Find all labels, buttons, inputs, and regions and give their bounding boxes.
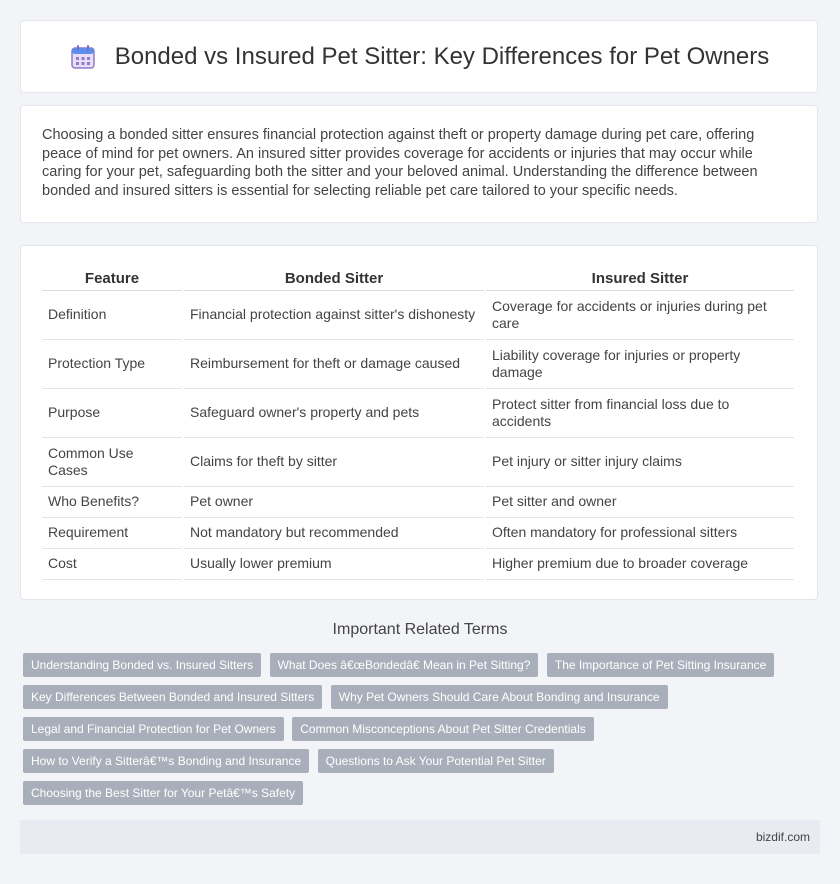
header-feature: Feature [42, 266, 182, 291]
table-row [42, 291, 794, 340]
related-term-tag[interactable]: What Does â€œBondedâ€ Mean in Pet Sitting? [270, 653, 539, 677]
insured-cell: Pet sitter and owner [486, 487, 794, 518]
bonded-cell: Financial protection against sitter's dishonesty [184, 291, 484, 340]
related-term-tag[interactable]: Legal and Financial Protection for Pet Owners [23, 717, 284, 741]
feature-cell: Purpose [42, 389, 182, 438]
related-term-tag[interactable]: How to Verify a Sitterâ€™s Bonding and Insurance [23, 749, 309, 773]
insured-cell: Pet injury or sitter injury claims [486, 438, 794, 487]
bonded-cell: Pet owner [184, 487, 484, 518]
related-terms-title: Important Related Terms [332, 621, 508, 638]
footer-brand[interactable]: bizdif.com [755, 830, 810, 844]
bonded-cell: Claims for theft by sitter [184, 438, 484, 487]
page-title: Bonded vs Insured Pet Sitter: Key Differences for Pet Owners [114, 42, 770, 70]
header-card [20, 20, 818, 93]
insured-cell: Often mandatory for professional sitters [486, 518, 794, 549]
feature-cell: Who Benefits? [42, 487, 182, 518]
calendar-icon [69, 43, 97, 71]
bonded-cell: Safeguard owner's property and pets [184, 389, 484, 438]
insured-cell: Coverage for accidents or injuries during pet care [486, 291, 794, 340]
table-row [42, 518, 794, 549]
intro-card [20, 105, 818, 223]
comparison-table-card [20, 245, 818, 600]
intro-text: Choosing a bonded sitter ensures financial protection against theft or property damage during pet care, offering peace of mind for pet owners. An insured sitter provides coverage for accidents or injuries that may occur while caring for your pet, safeguarding both the sitter and your beloved animal. Understanding the difference between bonded and insured sitters is essential for selecting reliable pet care tailored to your specific needs. [42, 127, 758, 199]
related-term-tag[interactable]: Understanding Bonded vs. Insured Sitters [23, 653, 261, 677]
header-insured: Insured Sitter [486, 266, 794, 291]
related-term-tag[interactable]: Questions to Ask Your Potential Pet Sitter [318, 749, 554, 773]
related-term-tag[interactable]: The Importance of Pet Sitting Insurance [547, 653, 774, 677]
feature-cell: Protection Type [42, 340, 182, 389]
feature-cell: Common Use Cases [42, 438, 182, 487]
related-term-tag[interactable]: Key Differences Between Bonded and Insured Sitters [23, 685, 322, 709]
header-bonded: Bonded Sitter [184, 266, 484, 291]
comparison-table [40, 266, 796, 580]
insured-cell: Higher premium due to broader coverage [486, 549, 794, 580]
related-terms-list [23, 653, 813, 813]
feature-cell: Definition [42, 291, 182, 340]
insured-cell: Protect sitter from financial loss due to accidents [486, 389, 794, 438]
feature-cell: Cost [42, 549, 182, 580]
related-term-tag[interactable]: Choosing the Best Sitter for Your Petâ€™s Safety [23, 781, 303, 805]
table-row [42, 438, 794, 487]
bonded-cell: Not mandatory but recommended [184, 518, 484, 549]
bonded-cell: Reimbursement for theft or damage caused [184, 340, 484, 389]
table-row [42, 389, 794, 438]
feature-cell: Requirement [42, 518, 182, 549]
table-row [42, 487, 794, 518]
bonded-cell: Usually lower premium [184, 549, 484, 580]
table-row [42, 340, 794, 389]
insured-cell: Liability coverage for injuries or property damage [486, 340, 794, 389]
related-term-tag[interactable]: Why Pet Owners Should Care About Bonding and Insurance [331, 685, 668, 709]
table-row [42, 549, 794, 580]
related-term-tag[interactable]: Common Misconceptions About Pet Sitter Credentials [292, 717, 593, 741]
footer [20, 820, 820, 854]
